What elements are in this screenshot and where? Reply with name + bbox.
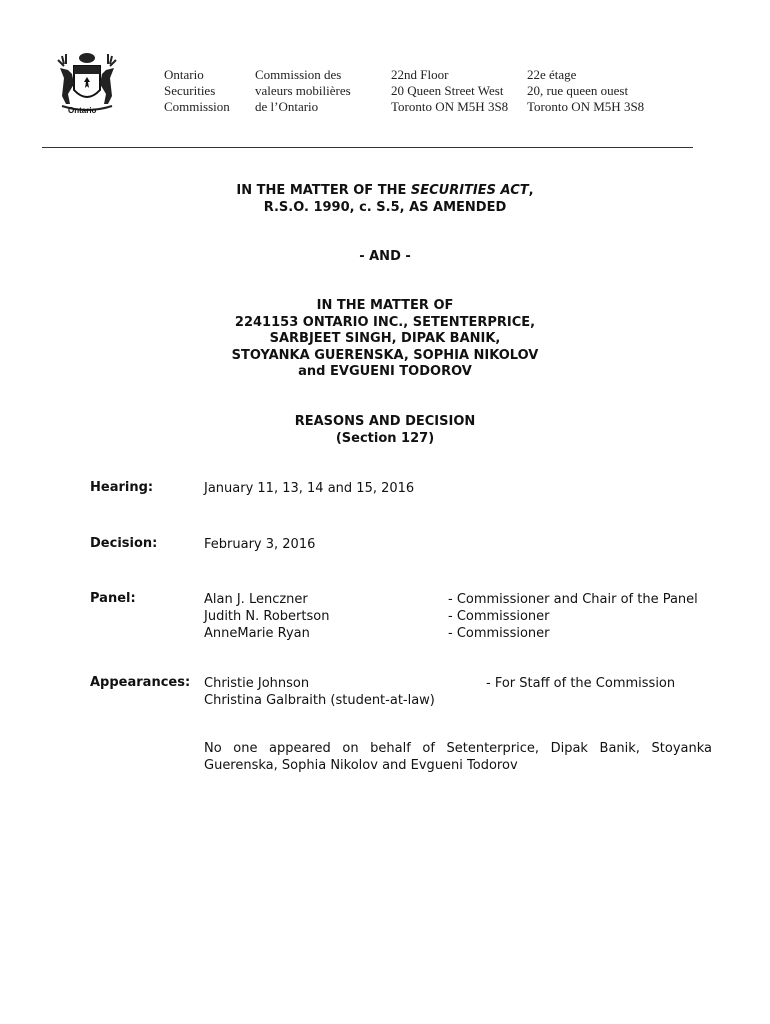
counsel-name: Christina Galbraith (student-at-law) [204, 693, 435, 708]
respondents-line: STOYANKA GUERENSKA, SOPHIA NIKOLOV [231, 347, 539, 363]
counsel-role: - For Staff of the Commission [486, 676, 676, 691]
reasons-heading [0, 414, 770, 447]
section-reference: (Section 127) [335, 430, 435, 446]
respondents-line: 2241153 ONTARIO INC., SETENTERPRICE, [234, 314, 536, 330]
reasons-title: REASONS AND DECISION [294, 414, 476, 429]
header-line: Toronto ON M5H 3S8 [527, 99, 645, 114]
appearances-label: Appearances: [90, 675, 191, 690]
panel-member: AnneMarie Ryan [204, 626, 310, 641]
hearing-label: Hearing: [90, 480, 154, 495]
panel-member: Judith N. Robertson [204, 609, 330, 624]
panel-roles [448, 591, 698, 642]
panel-member: Alan J. Lenczner [204, 592, 308, 607]
header-line: Commission des [255, 67, 342, 82]
header-line: Toronto ON M5H 3S8 [391, 99, 509, 114]
matter-title [0, 183, 770, 216]
header-line: Commission [164, 99, 230, 114]
header-line: 20 Queen Street West [391, 83, 504, 98]
header-line: Ontario [164, 67, 204, 82]
counsel-name: Christie Johnson [204, 676, 310, 691]
respondents-line: SARBJEET SINGH, DIPAK BANIK, [269, 331, 501, 346]
non-appearance-note: No one appeared on behalf of Setenterprice, Dipak Banik, Stoyanka Guerenska, Sophia Nikolov and Evgueni Todorov [204, 741, 712, 773]
header-line: 22nd Floor [391, 67, 449, 82]
header-line: de l’Ontario [255, 99, 319, 114]
header-column-osc-french [255, 67, 351, 115]
respondents-line: IN THE MATTER OF [316, 298, 454, 313]
header-line: 20, rue queen ouest [527, 83, 629, 98]
header-line: valeurs mobilières [255, 83, 351, 98]
header-line: 22e étage [527, 67, 577, 82]
panel-role: - Commissioner [448, 626, 550, 641]
matter-title-line-2: R.S.O. 1990, c. S.5, AS AMENDED [263, 199, 507, 215]
header-divider [42, 147, 693, 148]
and-separator: - AND - [359, 249, 411, 264]
panel-role: - Commissioner and Chair of the Panel [448, 592, 698, 607]
title-text: IN THE MATTER OF THE [236, 183, 411, 198]
respondents-block [0, 298, 770, 381]
decision-label: Decision: [90, 536, 158, 551]
hearing-dates: January 11, 13, 14 and 15, 2016 [204, 481, 415, 496]
panel-members [204, 591, 329, 642]
title-text: , [528, 183, 534, 198]
header-column-address-french [527, 67, 644, 115]
appearances-names [204, 675, 435, 709]
logo-caption: Ontario [68, 106, 97, 115]
panel-role: - Commissioner [448, 609, 550, 624]
header-column-osc-english [164, 67, 230, 115]
decision-date: February 3, 2016 [204, 537, 316, 552]
matter-title-line-1 [0, 183, 770, 200]
act-name: SECURITIES ACT [410, 183, 529, 198]
respondents-line: and EVGUENI TODOROV [298, 364, 472, 379]
header-column-address-english [391, 67, 508, 115]
panel-label: Panel: [90, 591, 136, 606]
header-line: Securities [164, 83, 216, 98]
